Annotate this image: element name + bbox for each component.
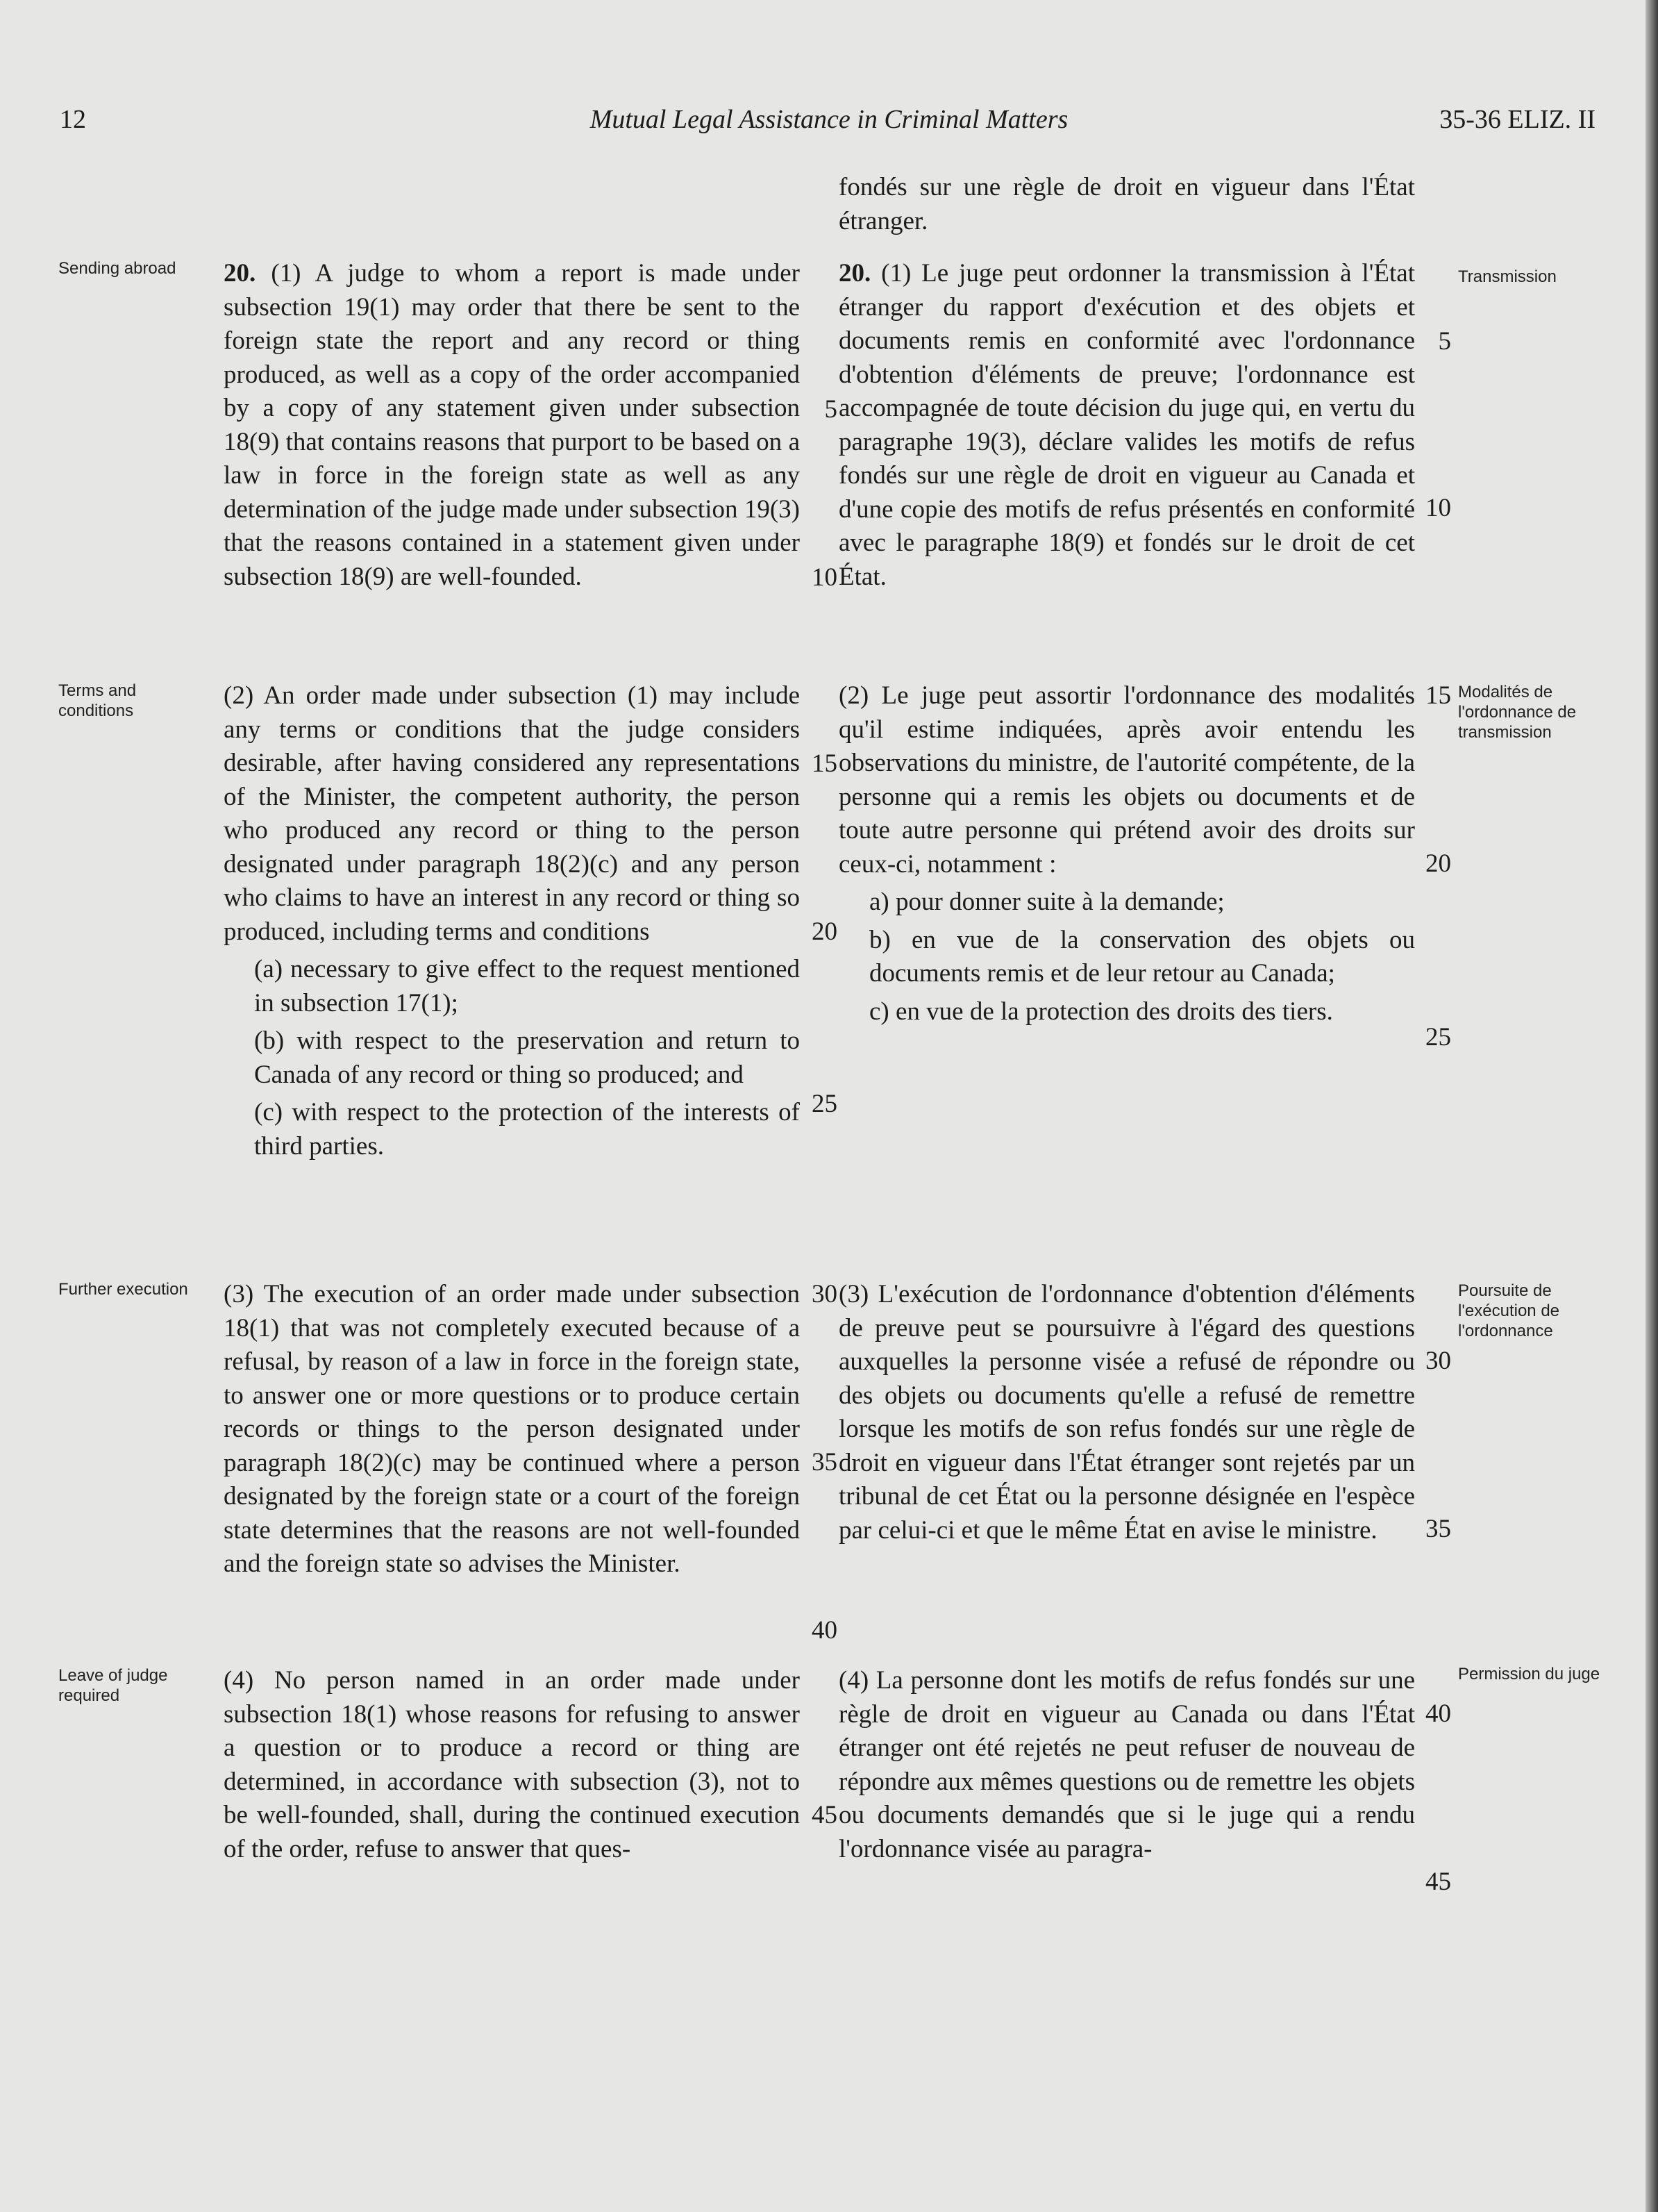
- french-s20-1: 20. (1) Le juge peut ordonner la transmission à l'État étranger du rapport d'exécution et des objets et documents remis en conformité avec l'ordonnance d'obtention d'éléments de preuve; l'ordonnance est accompagnée de toute décision du juge qui, en vertu du paragraphe 19(3), déclare valides les motifs de refus fondés sur une règle de droit en vigueur au Canada et d'une copie des motifs de refus présentés en conformité avec le paragraphe 18(9) et fondés sur le droit de cet État.: [839, 259, 1416, 591]
- line-number: 20: [1425, 849, 1451, 878]
- margin-note-further-execution: Further execution: [58, 1280, 188, 1299]
- margin-note-permission: Permission du juge: [1458, 1665, 1600, 1683]
- line-number: 15: [812, 749, 837, 778]
- english-s20-2: (2) An order made under subsection (1) may include any terms or conditions that the judge considers desirable, after having considered any representations of the Minister, the competent authority, the person who produced any record or thing to the person designated under paragraph 18(2)(c) and any person who claims to have an interest in any record or thing so produced, including terms and conditions: [224, 681, 800, 946]
- line-number: 30: [812, 1280, 837, 1308]
- french-s20-2-c: c) en vue de la protection des droits des tiers.: [869, 997, 1333, 1026]
- section-number: 20.: [839, 259, 871, 288]
- line-number: 45: [812, 1801, 837, 1829]
- english-s20-3: (3) The execution of an order made under subsection 18(1) that was not completely executed because of a refusal, by reason of a law in force in the foreign state, to answer one or more questions or to produce certain records or things to the person designated under paragraph 18(2)(c) may be continued where a person designated by the foreign state or a court of the foreign state determines that the reasons are not well-founded and the foreign state so advises the Minister.: [224, 1280, 800, 1578]
- margin-note-leave-of-judge: Leave of judge required: [58, 1666, 168, 1705]
- french-column: [839, 257, 1415, 594]
- french-s20-3: (3) L'exécution de l'ordonnance d'obtention d'éléments de preuve peut se poursuivre à l'égard des questions auxquelles la personne visée a refusé de répondre ou des objets ou documents qu'elle a refusé de remettre lorsque les motifs de son refus fondés sur une règle de droit en vigueur dans l'État étranger sont rejetés par un tribunal de cet État ou la personne désignée en l'espèce par celui-ci et que le même État en avise le ministre.: [839, 1280, 1415, 1545]
- line-number: 20: [812, 917, 837, 946]
- line-number: 35: [812, 1448, 837, 1477]
- french-s20-2-b: b) en vue de la conservation des objets ou documents remis et de leur retour au Canada;: [869, 925, 1415, 988]
- french-carryover: fondés sur une règle de droit en vigueur dans l'État étranger.: [839, 173, 1415, 235]
- line-number: 30: [1425, 1347, 1451, 1375]
- english-s20-2-b: (b) with respect to the preservation and return to Canada of any record or thing so produced; and: [254, 1026, 800, 1089]
- english-s20-2-c: (c) with respect to the protection of the interests of third parties.: [254, 1098, 800, 1161]
- margin-note-modalites: Modalités de l'ordonnance de transmission: [1458, 683, 1577, 742]
- french-s20-2-a: a) pour donner suite à la demande;: [869, 888, 1225, 916]
- margin-note-transmission: Transmission: [1458, 267, 1557, 286]
- english-s20-2-a: (a) necessary to give effect to the request mentioned in subsection 17(1);: [254, 955, 800, 1017]
- french-s20-2: (2) Le juge peut assortir l'ordonnance des modalités qu'il estime indiquées, après avoir entendu les observations du ministre, de l'autorité compétente, de la personne qui a remis les objets ou documents et de toute autre personne qui prétend avoir des droits sur ceux-ci, notamment :: [839, 681, 1415, 879]
- line-number: 25: [812, 1090, 837, 1118]
- margin-note-poursuite: Poursuite de l'exécution de l'ordonnance: [1458, 1281, 1560, 1340]
- section-number: 20.: [224, 259, 256, 288]
- margin-note-terms-conditions: Terms and conditions: [58, 681, 137, 720]
- english-s20-4: (4) No person named in an order made under subsection 18(1) whose reasons for refusing to answer a question or to produce a record or thing are determined, in accordance with subsection (3), not to be well-founded, shall, during the continued execution of the order, refuse to answer that ques-: [224, 1666, 800, 1863]
- session-label: 35-36 ELIZ. II: [1439, 105, 1596, 134]
- page-number: 12: [60, 105, 86, 134]
- french-s20-2-block: [839, 679, 1415, 1029]
- english-s20-2-block: [224, 679, 800, 1163]
- line-number: 10: [812, 563, 837, 592]
- line-number: 25: [1425, 1023, 1451, 1051]
- line-number: 5: [824, 395, 837, 424]
- line-number: 10: [1425, 494, 1451, 522]
- english-s20-1: 20. (1) A judge to whom a report is made under subsection 19(1) may order that there be sent to the foreign state the report and any record or thing produced, as well as a copy of the order accompanied by a copy of any statement given under subsection 18(9) that contains reasons that purport to be based on a law in force in the foreign state as well as any determination of the judge made under subsection 19(3) that the reasons contained in a statement given under subsection 18(9) are well-founded.: [224, 259, 801, 591]
- line-number: 40: [1425, 1699, 1451, 1728]
- running-header: [0, 104, 1658, 146]
- page-edge-shadow: [1646, 0, 1658, 2212]
- line-number: 15: [1425, 681, 1451, 710]
- line-number: 40: [812, 1616, 837, 1645]
- english-column: [224, 257, 800, 594]
- page-title: Mutual Legal Assistance in Criminal Matters: [589, 105, 1069, 134]
- line-number: 35: [1425, 1515, 1451, 1543]
- line-number: 45: [1425, 1868, 1451, 1896]
- french-s20-4: (4) La personne dont les motifs de refus fondés sur une règle de droit en vigueur au Canada ou dans l'État étranger ont été rejetés ne peut refuser de nouveau de répondre aux mêmes questions ou de remettre les objets ou documents demandés que si le juge qui a rendu l'ordonnance visée au paragra-: [839, 1666, 1415, 1863]
- line-number: 5: [1438, 327, 1451, 356]
- margin-note-sending-abroad: Sending abroad: [58, 259, 176, 278]
